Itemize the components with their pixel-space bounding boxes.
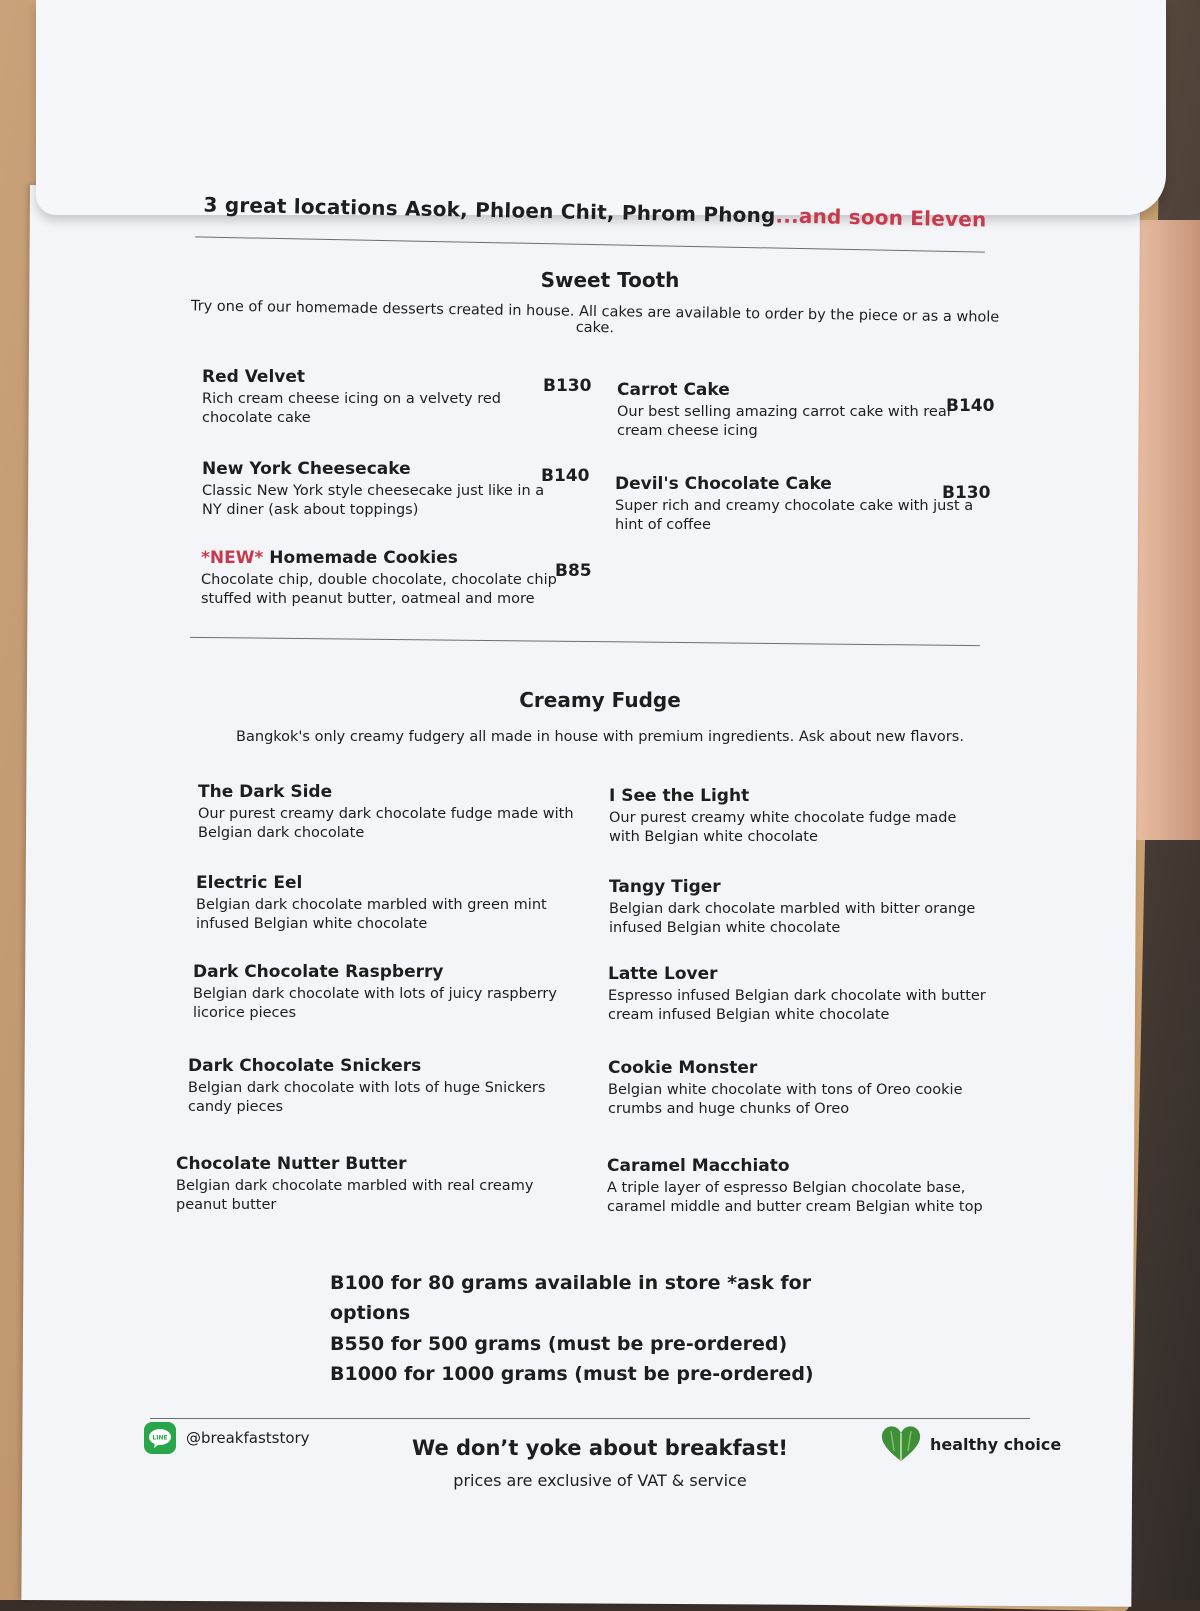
item-price: B85 [555, 561, 592, 581]
item-name: Dark Chocolate Raspberry [193, 962, 444, 982]
menu-item-new-york-cheesecake [202, 459, 562, 520]
chat-bubble-icon [148, 1428, 172, 1448]
item-description: Our purest creamy white chocolate fudge made with Belgian white chocolate [609, 810, 957, 845]
item-name: Caramel Macchiato [607, 1156, 790, 1176]
line-contact [144, 1422, 310, 1454]
item-name: Chocolate Nutter Butter [176, 1154, 407, 1174]
item-description: Belgian dark chocolate marbled with real creamy peanut butter [176, 1178, 534, 1213]
pricing-line: B1000 for 1000 grams (must be pre-ordered) [330, 1363, 814, 1386]
fudge-item-dark-chocolate-snickers [188, 1056, 568, 1117]
locations-main-text: 3 great locations Asok, Phloen Chit, Phrom Phong [203, 192, 776, 228]
item-description: Rich cream cheese icing on a velvety red chocolate cake [202, 391, 501, 426]
item-description: Belgian white chocolate with tons of Oreo cookie crumbs and huge chunks of Oreo [608, 1082, 963, 1117]
item-description: Belgian dark chocolate with lots of juicy raspberry licorice pieces [193, 986, 557, 1021]
item-description: Belgian dark chocolate marbled with green mint infused Belgian white chocolate [196, 897, 547, 932]
fudge-pricing [330, 1268, 890, 1390]
creamy-fudge-intro: Bangkok's only creamy fudgery all made in house with premium ingredients. Ask about new flavors. [236, 729, 964, 745]
fudge-item-caramel-macchiato [607, 1156, 1007, 1217]
item-description: Chocolate chip, double chocolate, chocolate chip stuffed with peanut butter, oatmeal and more [201, 572, 557, 607]
menu-item-red-velvet [202, 367, 532, 428]
fudge-item-tangy-tiger [609, 877, 989, 938]
item-price: B140 [541, 466, 590, 486]
healthy-choice-label: healthy choice [930, 1434, 1062, 1454]
item-name: The Dark Side [198, 782, 333, 802]
menu-item-carrot-cake [617, 380, 987, 441]
item-description: Classic New York style cheesecake just like in a NY diner (ask about toppings) [202, 483, 545, 518]
menu-item-homemade-cookies [201, 548, 561, 609]
item-description: A triple layer of espresso Belgian chocolate base, caramel middle and butter cream Belgian white top [607, 1180, 983, 1215]
sweet-tooth-title: Sweet Tooth [540, 268, 680, 292]
locations-accent-text: ...and soon Eleven [775, 203, 987, 232]
item-name: Dark Chocolate Snickers [188, 1056, 422, 1076]
fudge-item-i-see-the-light [609, 786, 989, 847]
item-price: B130 [942, 483, 991, 503]
pricing-line: B550 for 500 grams (must be pre-ordered) [330, 1332, 788, 1355]
fudge-item-dark-chocolate-raspberry [193, 962, 573, 1023]
line-app-icon [144, 1422, 176, 1454]
item-name: Cookie Monster [608, 1058, 758, 1078]
item-description: Belgian dark chocolate marbled with bitter orange infused Belgian white chocolate [609, 901, 976, 936]
item-name: Carrot Cake [617, 380, 730, 400]
item-name: Electric Eel [196, 873, 303, 893]
menu-item-devils-chocolate-cake [615, 474, 985, 535]
price-disclaimer: prices are exclusive of VAT & service [453, 1471, 747, 1490]
item-name: New York Cheesecake [202, 459, 411, 479]
slogan: We don’t yoke about breakfast! [412, 1436, 788, 1460]
heart-leaf-icon [880, 1425, 922, 1463]
fudge-item-electric-eel [196, 873, 576, 934]
healthy-choice [880, 1425, 1061, 1463]
item-name: Devil's Chocolate Cake [615, 474, 832, 494]
pricing-line: B100 for 80 grams available in store *ask for options [330, 1272, 812, 1325]
line-icon-text: LINE [152, 1434, 168, 1442]
sweet-tooth-intro: Try one of our homemade desserts created in house. All cakes are available to order by the piece or as a whole cake. [190, 298, 1000, 337]
fudge-item-the-dark-side [198, 782, 578, 843]
item-description: Our best selling amazing carrot cake with real cream cheese icing [617, 404, 951, 439]
item-price: B130 [543, 376, 592, 396]
creamy-fudge-title: Creamy Fudge [519, 688, 681, 712]
fudge-item-cookie-monster [608, 1058, 988, 1119]
item-description: Belgian dark chocolate with lots of huge Snickers candy pieces [188, 1080, 546, 1115]
fudge-item-latte-lover [608, 964, 998, 1025]
item-name: Homemade Cookies [269, 548, 458, 568]
new-badge: *NEW* [201, 548, 264, 568]
item-description: Our purest creamy dark chocolate fudge made with Belgian dark chocolate [198, 806, 574, 841]
item-name: I See the Light [609, 786, 750, 806]
item-name: Red Velvet [202, 367, 306, 387]
item-name-line [201, 548, 561, 568]
fudge-item-chocolate-nutter-butter [176, 1154, 561, 1215]
item-price: B140 [946, 396, 995, 416]
item-name: Tangy Tiger [609, 877, 721, 897]
item-description: Super rich and creamy chocolate cake with just a hint of coffee [615, 498, 974, 533]
line-handle: @breakfaststory [186, 1429, 310, 1447]
item-description: Espresso infused Belgian dark chocolate with butter cream infused Belgian white chocolate [608, 988, 986, 1023]
item-name: Latte Lover [608, 964, 718, 984]
